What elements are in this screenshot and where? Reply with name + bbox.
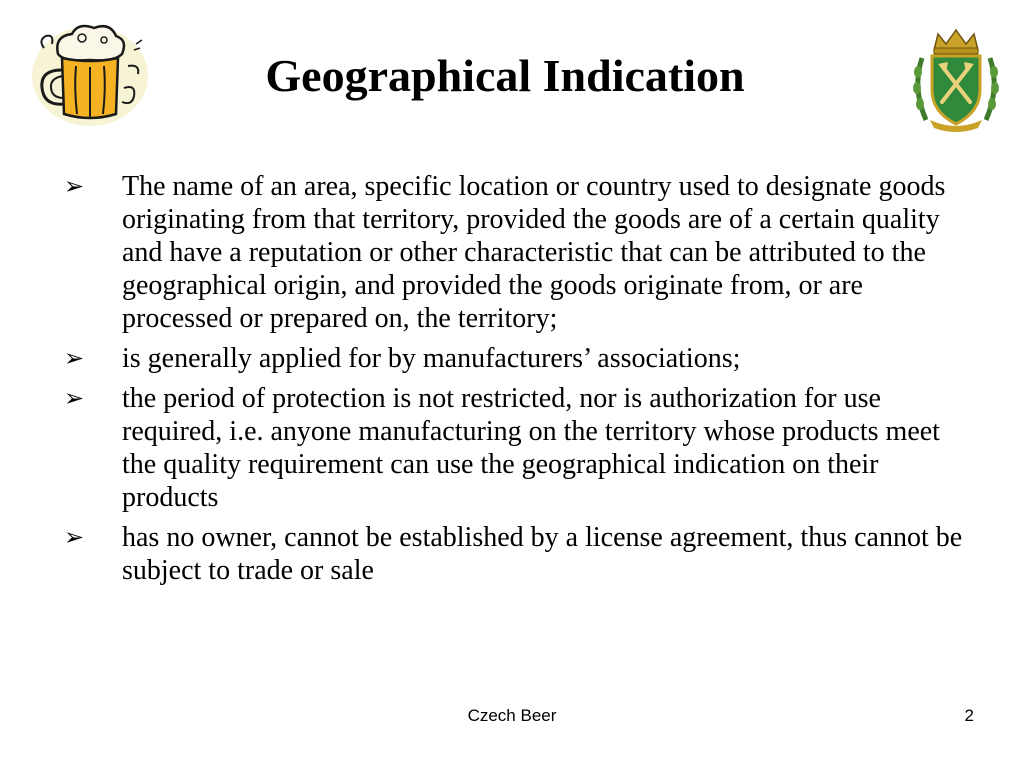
arrow-bullet-icon: ➢ <box>64 344 85 372</box>
arrow-bullet-icon: ➢ <box>64 523 85 551</box>
coat-of-arms-image <box>908 28 1004 132</box>
bullet-text: is generally applied for by manufacturers’ associations; <box>122 343 741 374</box>
bullet-item <box>0 382 1024 514</box>
page-number: 2 <box>964 706 974 725</box>
bullet-text: the period of protection is not restricted, nor is authorization for use required, i.e. anyone manufacturing on the territory whose products meet the quality requirement can use the geographical indication on their products <box>122 383 940 513</box>
bullet-item <box>0 342 1024 375</box>
footer-label: Czech Beer <box>467 706 557 725</box>
arrow-bullet-icon: ➢ <box>64 172 85 200</box>
slide-title: Geographical Indication <box>265 50 745 101</box>
bullet-item <box>0 170 1024 335</box>
arrow-bullet-icon: ➢ <box>64 384 85 412</box>
bullet-text: has no owner, cannot be established by a license agreement, thus cannot be subject to trade or sale <box>122 522 963 586</box>
bullet-text: The name of an area, specific location or country used to designate goods originating from that territory, provided the goods are of a certain quality and have a reputation or other characteristic that can be attributed to the geographical origin, and provided the goods originate from, or are processed or prepared on, the territory; <box>122 171 946 334</box>
bullet-list <box>0 170 1024 594</box>
bullet-item <box>0 521 1024 587</box>
